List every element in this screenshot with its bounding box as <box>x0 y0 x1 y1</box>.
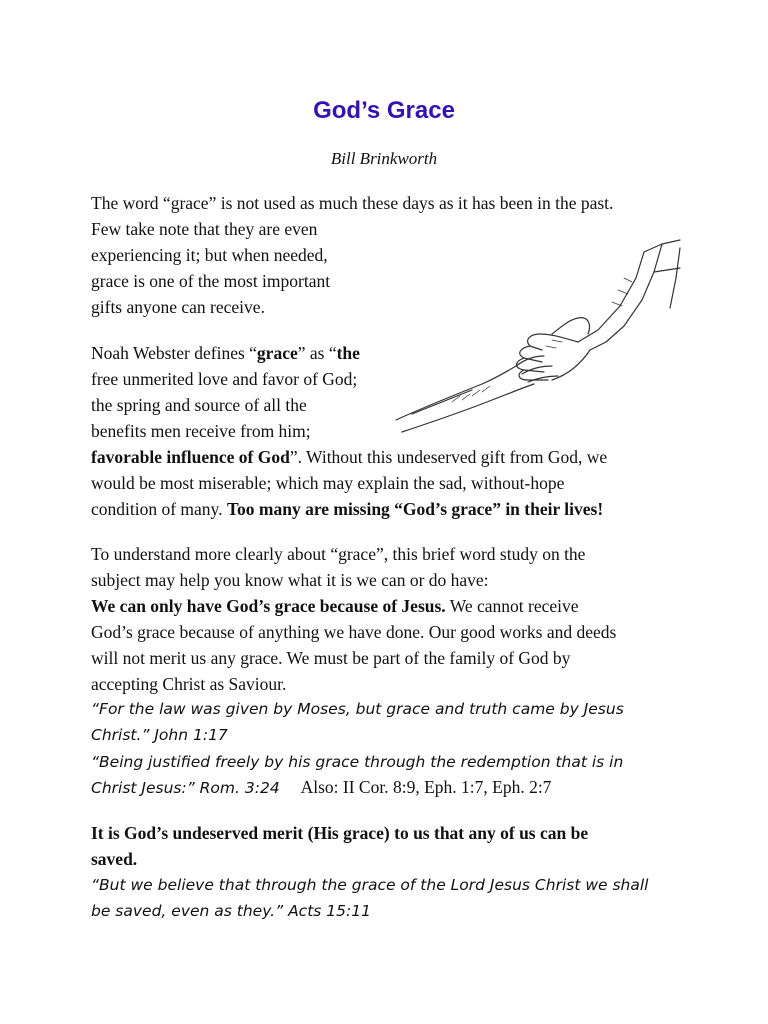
paragraph-line: experiencing it; but when needed, <box>91 245 328 265</box>
paragraph-line <box>91 593 579 619</box>
paragraph-line <box>91 444 607 470</box>
paragraph-line: saved. <box>91 849 138 869</box>
paragraph-line: free unmerited love and favor of God; <box>91 369 358 389</box>
scripture-quote <box>91 748 623 775</box>
paragraph-line: would be most miserable; which may explain the sad, without-hope <box>91 473 565 493</box>
scripture-quote: “But we believe that through the grace of the Lord Jesus Christ we shall <box>91 876 649 894</box>
paragraph-line: will not merit us any grace. We must be part of the family of God by <box>91 648 571 668</box>
text-run: ” as “ <box>297 343 337 363</box>
paragraph-line <box>91 496 603 522</box>
scripture-quote: be saved, even as they.” Acts 15:11 <box>91 902 371 920</box>
paragraph-line: Few take note that they are even <box>91 219 318 239</box>
scripture-references: Also: II Cor. 8:9, Eph. 1:7, Eph. 2:7 <box>279 777 552 797</box>
text-run: Noah Webster defines “ <box>91 343 257 363</box>
paragraph-line: grace is one of the most important <box>91 271 331 291</box>
text-run: We cannot receive <box>445 596 579 616</box>
text-run: ”. Without this undeserved gift from God, we <box>289 447 608 467</box>
emphasis-text: Too many are missing “God’s grace” in their lives! <box>226 499 604 519</box>
emphasis-text: the <box>336 343 360 363</box>
scripture-quote: “For the law was given by Moses, but grace and truth came by Jesus <box>91 700 624 718</box>
paragraph-line <box>91 340 360 366</box>
paragraph-line: accepting Christ as Saviour. <box>91 674 287 694</box>
scripture-quote <box>91 774 551 801</box>
emphasis-text: favorable influence of God <box>91 447 290 467</box>
document-title: God’s Grace <box>313 97 455 124</box>
scripture-text: Christ Jesus:” Rom. 3:24 <box>91 779 280 797</box>
holding-hands-icon <box>392 238 682 433</box>
paragraph-line: God’s grace because of anything we have done. Our good works and deeds <box>91 622 617 642</box>
paragraph-line: To understand more clearly about “grace”, this brief word study on the <box>91 544 586 564</box>
document-author: Bill Brinkworth <box>330 149 438 168</box>
scripture-quote: Christ.” John 1:17 <box>91 726 228 744</box>
paragraph-line: gifts anyone can receive. <box>91 297 265 317</box>
emphasis-text: grace <box>256 343 298 363</box>
paragraph-line: subject may help you know what it is we can or do have: <box>91 570 489 590</box>
paragraph-line: It is God’s undeserved merit (His grace) to us that any of us can be <box>91 823 589 843</box>
paragraph-line: benefits men receive from him; <box>91 421 311 441</box>
scripture-text: “Being justified freely by his grace through the redemption that is in <box>91 753 624 771</box>
text-run: condition of many. <box>91 499 227 519</box>
paragraph-line: the spring and source of all the <box>91 395 307 415</box>
emphasis-text: We can only have God’s grace because of Jesus. <box>91 596 446 616</box>
paragraph-line: The word “grace” is not used as much these days as it has been in the past. <box>91 193 614 213</box>
